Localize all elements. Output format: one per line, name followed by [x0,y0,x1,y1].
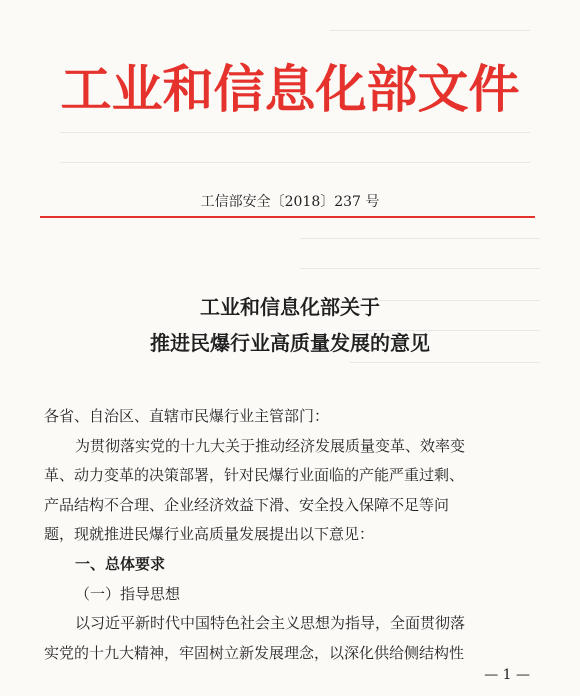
page-number: — 1 — [484,667,530,683]
bleed-through-line [330,30,530,31]
letterhead-title: 工业和信息化部文件 [60,61,520,120]
paragraph-line: 为贯彻落实党的十九大关于推动经济发展质量变革、效率变 [75,436,466,455]
paragraph-line: 革、动力变革的决策部署，针对民爆行业面临的产能严重过剩、 [44,466,465,485]
section-heading: 一、总体要求 [75,554,166,573]
bleed-through-line [60,132,530,133]
bleed-through-line [60,162,530,163]
red-separator-line [40,216,535,218]
bleed-through-line [300,268,540,269]
paragraph-line: 以习近平新时代中国特色社会主义思想为指导，全面贯彻落 [75,614,466,633]
subsection-heading: （一）指导思想 [75,584,181,603]
addressee: 各省、自治区、直辖市民爆行业主管部门： [44,407,330,425]
document-body [44,402,544,668]
bleed-through-line [300,238,540,239]
document-title-line-1: 工业和信息化部关于 [200,295,380,319]
paragraph-line: 题，现就推进民爆行业高质量发展提出以下意见： [44,525,375,544]
document-title-line-2: 推进民爆行业高质量发展的意见 [150,331,430,355]
document-number: 工信部安全〔2018〕237 号 [200,194,380,210]
paragraph-line: 实党的十九大精神，牢固树立新发展理念，以深化供给侧结构性 [44,643,465,662]
bleed-through-line [350,362,540,363]
paragraph-line: 产品结构不合理、企业经济效益下滑、安全投入保障不足等问 [44,495,450,514]
